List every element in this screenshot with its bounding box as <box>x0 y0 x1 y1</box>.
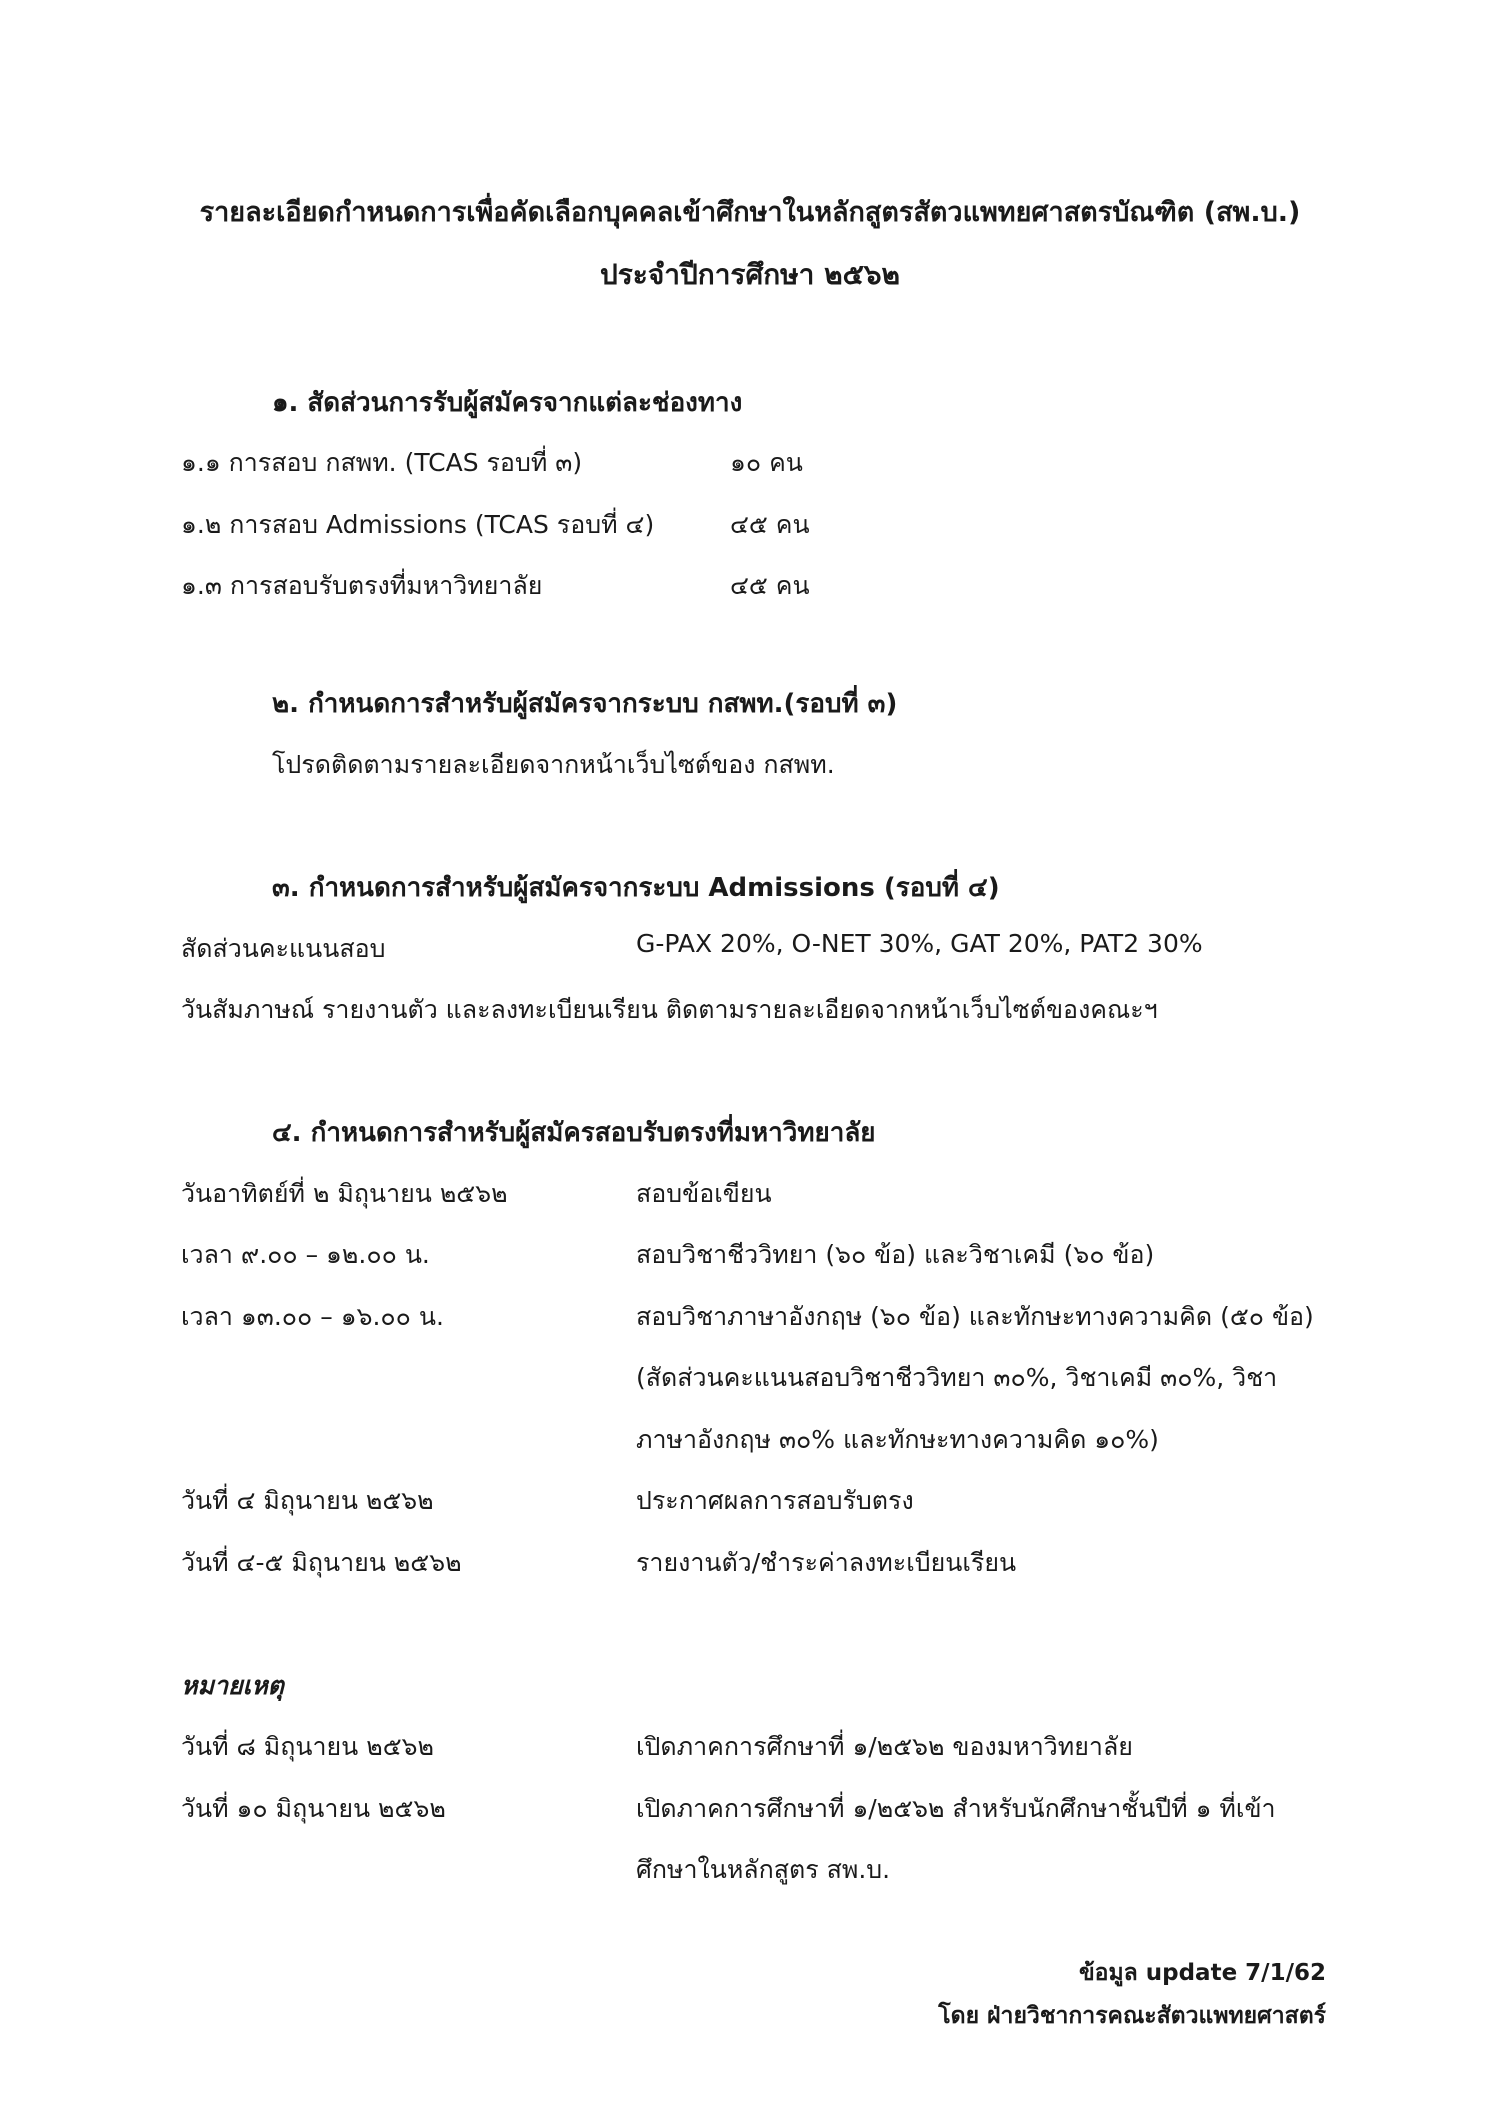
note-row-1-label: วันที่ ๘ มิถุนายน ๒๕๖๒ <box>181 1732 434 1761</box>
section-4-row-2-label: เวลา ๙.๐๐ – ๑๒.๐๐ น. <box>181 1240 430 1269</box>
section-1-row-2-label: ๑.๒ การสอบ Admissions (TCAS รอบที่ ๔) <box>181 510 655 539</box>
section-1-row-1-value: ๑๐ คน <box>730 448 803 477</box>
section-3-row-2-label: วันสัมภาษณ์ รายงานตัว และลงทะเบียนเรียน ติดตามรายละเอียดจากหน้าเว็บไซต์ของคณะฯ <box>181 995 1158 1024</box>
section-4-row-3-label: เวลา ๑๓.๐๐ – ๑๖.๐๐ น. <box>181 1302 444 1331</box>
section-1-row-3-value: ๔๕ คน <box>730 571 810 600</box>
section-1-heading: ๑. สัดส่วนการรับผู้สมัครจากแต่ละช่องทาง <box>272 388 743 418</box>
update-note: ข้อมูล update 7/1/62 <box>1078 1960 1326 1986</box>
section-3-row-1-label: สัดส่วนคะแนนสอบ <box>181 934 386 963</box>
note-heading: หมายเหตุ <box>181 1671 284 1700</box>
section-1-row-3-label: ๑.๓ การสอบรับตรงที่มหาวิทยาลัย <box>181 571 543 600</box>
note-row-2-label: วันที่ ๑๐ มิถุนายน ๒๕๖๒ <box>181 1794 446 1823</box>
note-row-1-value: เปิดภาคการศึกษาที่ ๑/๒๕๖๒ ของมหาวิทยาลัย <box>636 1732 1133 1761</box>
section-4-row-2-value: สอบวิชาชีววิทยา (๖๐ ข้อ) และวิชาเคมี (๖๐ ข้อ) <box>636 1240 1155 1269</box>
section-4-row-6-label: วันที่ ๔ มิถุนายน ๒๕๖๒ <box>181 1486 434 1515</box>
section-4-row-6-value: ประกาศผลการสอบรับตรง <box>636 1486 914 1515</box>
document-subtitle: ประจำปีการศึกษา ๒๕๖๒ <box>599 258 900 291</box>
section-1-row-2-value: ๔๕ คน <box>730 510 810 539</box>
document-title: รายละเอียดกำหนดการเพื่อคัดเลือกบุคคลเข้าศึกษาในหลักสูตรสัตวแพทยศาสตรบัณฑิต (สพ.บ.) <box>199 197 1301 228</box>
section-4-row-5-value: ภาษาอังกฤษ ๓๐% และทักษะทางความคิด ๑๐%) <box>636 1425 1159 1454</box>
section-4-row-1-value: สอบข้อเขียน <box>636 1179 772 1208</box>
section-3-heading: ๓. กำหนดการสำหรับผู้สมัครจากระบบ Admissions (รอบที่ ๔) <box>272 873 1000 903</box>
section-3-row-1-value: G-PAX 20%, O-NET 30%, GAT 20%, PAT2 30% <box>636 929 1203 958</box>
section-4-row-1-label: วันอาทิตย์ที่ ๒ มิถุนายน ๒๕๖๒ <box>181 1179 508 1208</box>
section-4-row-7-value: รายงานตัว/ชำระค่าลงทะเบียนเรียน <box>636 1548 1017 1577</box>
author-note: โดย ฝ่ายวิชาการคณะสัตวแพทยศาสตร์ <box>938 2003 1326 2029</box>
section-1-row-1-label: ๑.๑ การสอบ กสพท. (TCAS รอบที่ ๓) <box>181 448 583 477</box>
section-4-row-3-value: สอบวิชาภาษาอังกฤษ (๖๐ ข้อ) และทักษะทางความคิด (๕๐ ข้อ) <box>636 1302 1314 1331</box>
note-row-3-value: ศึกษาในหลักสูตร สพ.บ. <box>636 1855 891 1884</box>
section-4-heading: ๔. กำหนดการสำหรับผู้สมัครสอบรับตรงที่มหาวิทยาลัย <box>272 1118 876 1148</box>
section-4-row-7-label: วันที่ ๔-๕ มิถุนายน ๒๕๖๒ <box>181 1548 462 1577</box>
section-2-heading: ๒. กำหนดการสำหรับผู้สมัครจากระบบ กสพท.(รอบที่ ๓) <box>272 689 898 719</box>
section-4-row-4-value: (สัดส่วนคะแนนสอบวิชาชีววิทยา ๓๐%, วิชาเคมี ๓๐%, วิชา <box>636 1363 1278 1392</box>
section-2-text: โปรดติดตามรายละเอียดจากหน้าเว็บไซต์ของ กสพท. <box>272 750 835 779</box>
note-row-2-value: เปิดภาคการศึกษาที่ ๑/๒๕๖๒ สำหรับนักศึกษาชั้นปีที่ ๑ ที่เข้า <box>636 1794 1276 1823</box>
